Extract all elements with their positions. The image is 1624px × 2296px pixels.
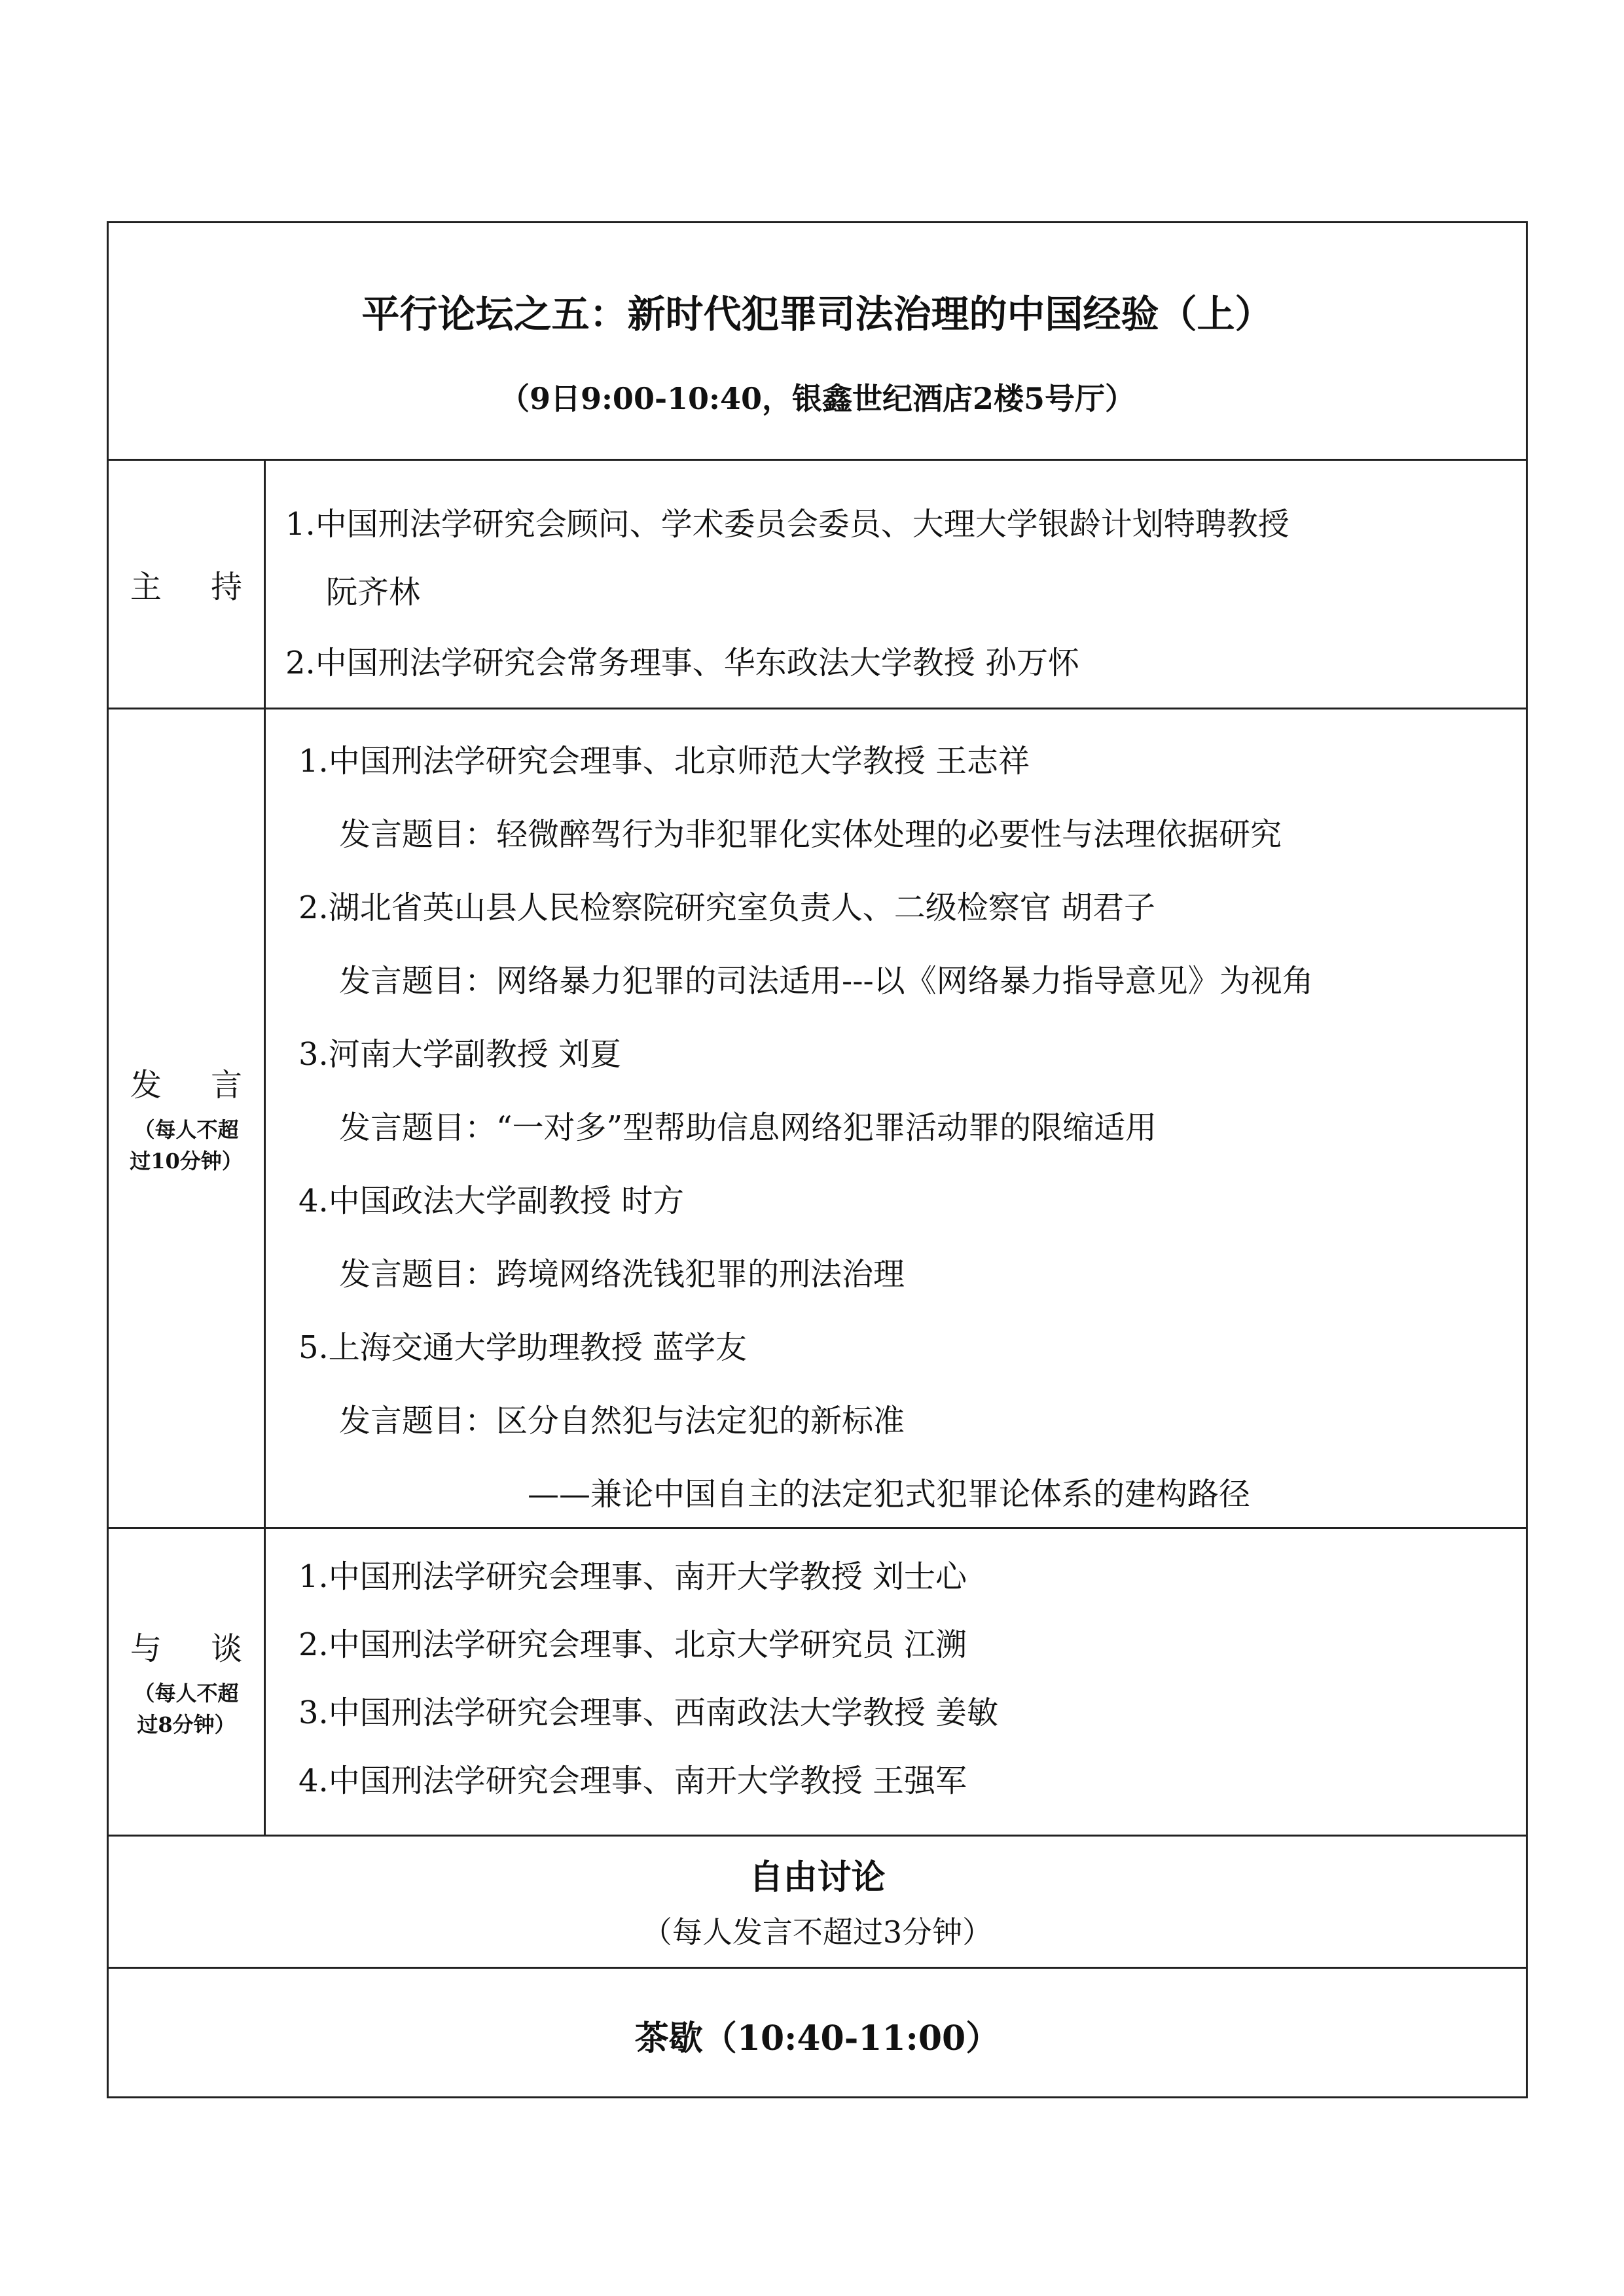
speaker-topic-1: 发言题目：轻微醉驾行为非犯罪化实体处理的必要性与法理依据研究 xyxy=(339,816,1282,853)
speaker-topic-3: 发言题目：“一对多”型帮助信息网络犯罪活动罪的限缩适用 xyxy=(339,1109,1157,1146)
schedule-table xyxy=(107,221,1528,2098)
speakers-content xyxy=(266,709,1526,1527)
speaker-topic-2: 发言题目：网络暴力犯罪的司法适用---以《网络暴力指导意见》为视角 xyxy=(339,963,1314,999)
discussant-item-1: 1.中国刑法学研究会理事、南开大学教授 刘士心 xyxy=(298,1558,967,1595)
discussants-row xyxy=(109,1527,1526,1835)
speakers-label-cell xyxy=(109,709,266,1527)
speaker-item-5: 5.上海交通大学助理教授 蓝学友 xyxy=(298,1329,748,1366)
title-row xyxy=(109,223,1526,459)
speaker-topic-4: 发言题目：跨境网络洗钱犯罪的刑法治理 xyxy=(339,1256,905,1293)
host-item-1-name: 阮齐林 xyxy=(326,574,421,611)
host-label-cell xyxy=(109,461,266,708)
discussant-item-3: 3.中国刑法学研究会理事、西南政法大学教授 姜敏 xyxy=(298,1695,999,1731)
forum-title: 平行论坛之五：新时代犯罪司法治理的中国经验（上） xyxy=(361,292,1273,336)
tea-break-title: 茶歇（10:40-11:00） xyxy=(634,2018,1000,2058)
speakers-time-note: （每人不超过10分钟） xyxy=(130,1117,243,1174)
discussants-time-note: （每人不超过8分钟） xyxy=(134,1681,239,1737)
free-discussion-row xyxy=(109,1835,1526,1967)
discussants-label-cell xyxy=(109,1529,266,1835)
discussants-label: 与 谈 xyxy=(130,1630,262,1667)
discussant-item-2: 2.中国刑法学研究会理事、北京大学研究员 江溯 xyxy=(298,1626,967,1663)
speakers-label: 发 言 xyxy=(130,1067,262,1103)
host-label: 主 持 xyxy=(130,569,262,605)
host-item-1: 1.中国刑法学研究会顾问、学术委员会委员、大理大学银龄计划特聘教授 xyxy=(285,506,1290,543)
speaker-item-2: 2.湖北省英山县人民检察院研究室负责人、二级检察官 胡君子 xyxy=(298,889,1156,926)
speaker-item-1: 1.中国刑法学研究会理事、北京师范大学教授 王志祥 xyxy=(298,743,1030,780)
speaker-item-4: 4.中国政法大学副教授 时方 xyxy=(298,1183,685,1219)
host-item-2: 2.中国刑法学研究会常务理事、华东政法大学教授 孙万怀 xyxy=(285,645,1080,681)
discussant-item-4: 4.中国刑法学研究会理事、南开大学教授 王强军 xyxy=(298,1763,967,1799)
speakers-row xyxy=(109,708,1526,1527)
host-row xyxy=(109,459,1526,708)
host-content xyxy=(266,461,1526,708)
free-discussion-title: 自由讨论 xyxy=(749,1857,886,1897)
free-discussion-note: （每人发言不超过3分钟） xyxy=(641,1914,993,1950)
forum-time-venue: （9日9:00-10:40，银鑫世纪酒店2楼5号厅） xyxy=(499,381,1136,416)
speaker-topic-5: 发言题目：区分自然犯与法定犯的新标准 xyxy=(339,1403,905,1439)
speaker-topic-5-subtitle: ——兼论中国自主的法定犯式犯罪论体系的建构路径 xyxy=(528,1476,1251,1513)
tea-break-row xyxy=(109,1967,1526,2096)
speaker-item-3: 3.河南大学副教授 刘夏 xyxy=(298,1036,622,1073)
discussants-content xyxy=(266,1529,1526,1835)
